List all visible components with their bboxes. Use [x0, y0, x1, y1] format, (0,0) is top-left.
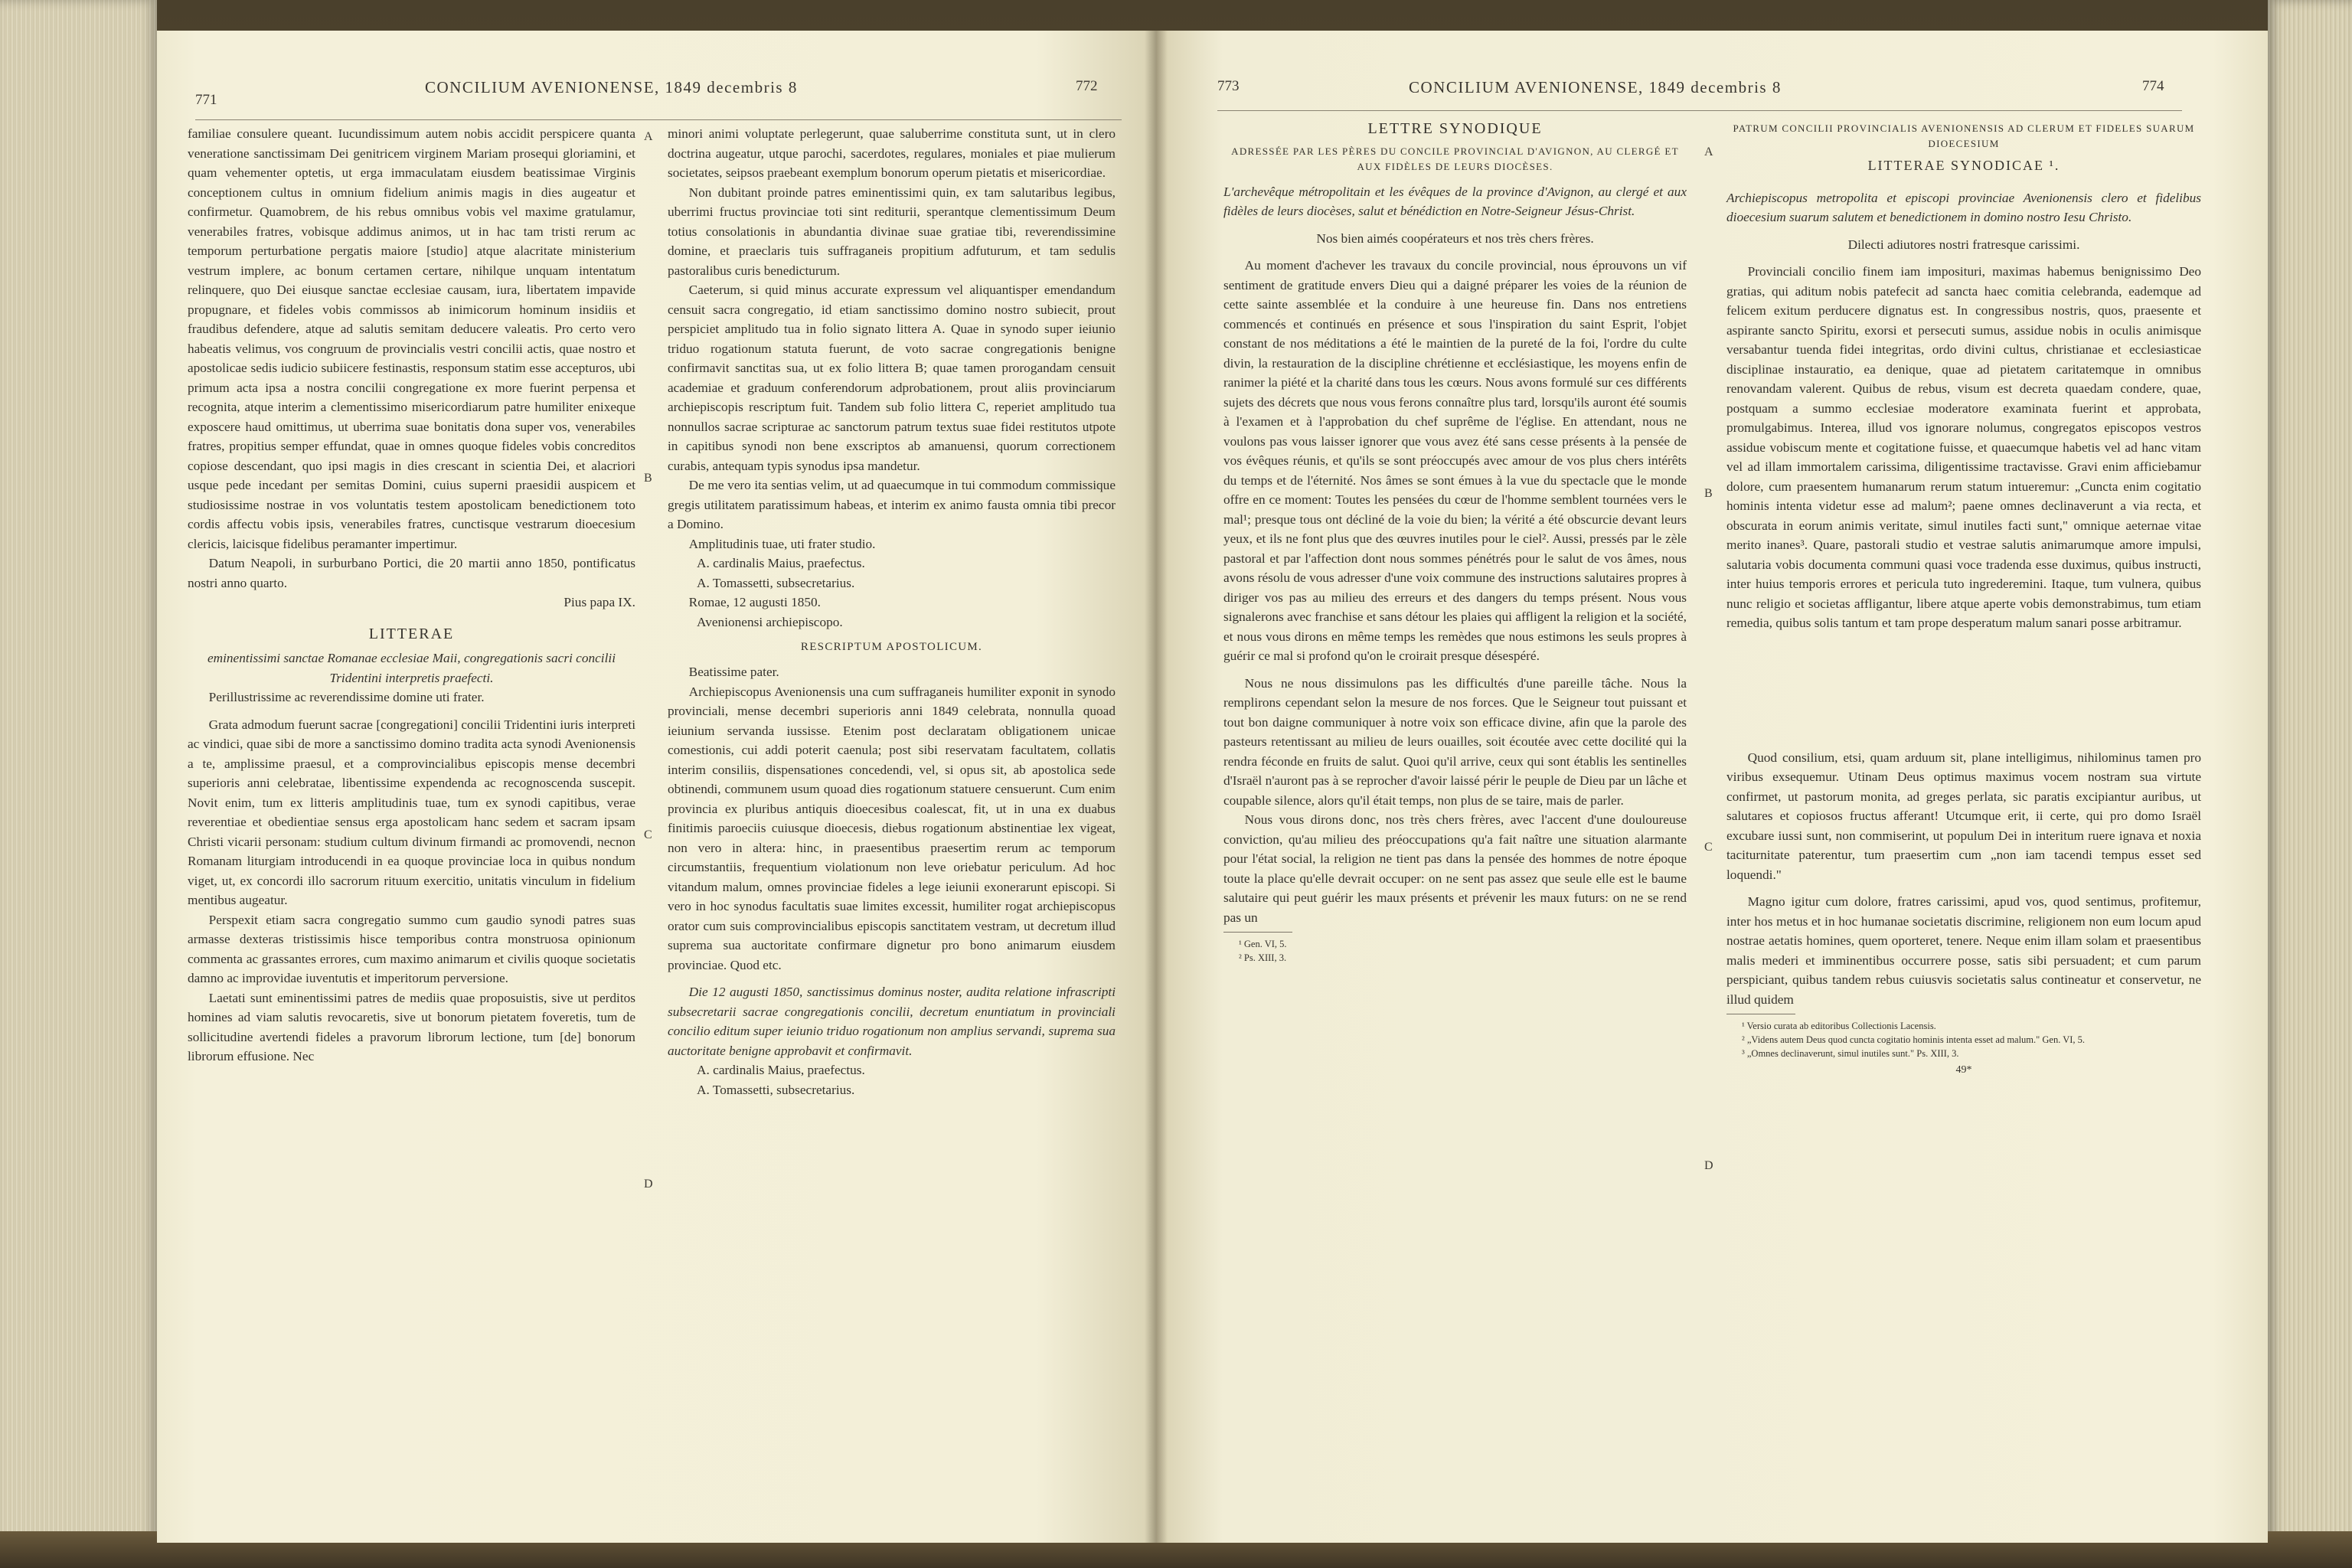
french-column [1223, 115, 1687, 965]
paragraph: De me vero ita sentias velim, ut ad quaecumque in tui commodum commissique gregis utilitatem paratissimum habeas, et interim ex animo fausta omnia tibi precor a Domino. [668, 478, 1116, 531]
paragraph: Caeterum, si quid minus accurate expressum vel aliquantisper emendandum censuit sacra congregatio, id etiam sanctissimo domino nostro subiecit, prout perspiciet amplitudo tua in folio signato littera A. Quae in synodo super ieiunio triduo rogationum statuta fuerunt, de voto sacrae congregationis benigne confirmavit sanctitas sua, ut ex folio littera B; quae tamen prorogandam censuit academiae et graduum conferendorum adprobationem, prout aliis provinciarum archiepiscopis rescriptum fuit. Tandem sub folio littera C, reperiet amplitudo tua nonnullos sacrae scripturae ac sanctorum patrum textus suae fidei restitutos utpote in capitibus synodi non bene exscriptos ab amanuensi, quorum correctionem curabis, antequam typis synodus ipsa mandetur. [668, 283, 1116, 473]
paragraph: Perspexit etiam sacra congregatio summo cum gaudio synodi patres suas armasse dexteras tristissimis hisce temporibus contra monstruosa opinionum commenta ac grassantes errores, cum maximo animarum et civilis quoque societatis damno ac improvidae iuventutis et imperitorum perversione. [188, 912, 635, 985]
margin-marker-d: D [644, 1178, 653, 1191]
left-page [157, 31, 1156, 1543]
lettre-synodique-caption: ADRESSÉE PAR LES PÈRES DU CONCILE PROVINCIAL D'AVIGNON, AU CLERGÉ ET AUX FIDÈLES DE LEURS DIOCÈSES. [1231, 145, 1679, 172]
intro-paragraph: Archiepiscopus metropolita et episcopi provinciae Avenionensis clero et fidelibus dioecesium suarum salutem et benedictionem in domino nostro Iesu Christo. [1726, 190, 2201, 224]
left-column-a [188, 124, 635, 1067]
page-stack-left [0, 0, 157, 1568]
salutation: Dilecti adiutores nostri fratresque carissimi. [1847, 237, 2080, 252]
page-number-774: 774 [2142, 78, 2164, 94]
page-stack-right [2268, 0, 2352, 1568]
paragraph: Magno igitur cum dolore, fratres carissimi, apud vos, quod sentimus, profitemur, inter hos metus et in hoc humanae societatis discrimine, religionem non eum locum apud nostrae aetatis homines, quem oporteret, tenere. Neque enim illam solam et praesentibus malis mederi et imminentibus occurrere posse, satis sibi persuadent; et cum parum perspiciant, quibus tandem rebus cuiusvis societatis salus contineatur et conservetur, ne illud quidem [1726, 894, 2201, 1007]
address-line: Avenionensi archiepiscopo. [697, 614, 843, 629]
section-subtitle: eminentissimi sanctae Romanae ecclesiae Maii, congregationis sacri concilii Tridentini interpretis praefecti. [207, 651, 616, 685]
decree-paragraph: Die 12 augusti 1850, sanctissimus dominus noster, audita relatione infrascripti subsecretarii sacrae congregationis concilii, decretum enuntiatum in provinciali concilio editum super ieiunio triduo rogationum non amplius servandi, suprema sua auctoritate benigne approbavit et confirmavit. [668, 985, 1116, 1058]
litterae-synodicae-title: LITTERAE SYNODICAE ¹. [1867, 158, 2060, 173]
paragraph: Archiepiscopus Avenionensis una cum suffraganeis humiliter exponit in synodo provinciali, mense decembri superioris anni 1849 celebrata, nonnulla quoad ieiunium servanda iussisse. Etenim post declaratam obligationem unicae comestionis, cui addi poterit caenula; post sibi reservatam facultatem, collatis interim consiliis, dispensationes concedendi, vel, si opus sit, ab apostolica sede obtinendi, communem usum quoad dies rogationum statuere censuerunt. Cum enim provincia ex pluribus antiquis dioecesibus coalescat, fit, ut in una ex duabus finitimis paroeciis cuiusque dioecesis, diebus rogationum abstinentiae lex vigeat, non vero in altera: hinc, in praesentibus praesertim rerum ac temporum circumstantiis, frequentium violationum non leve oriebatur periculum. Ad hoc vitandum malum, omnes provinciae fideles a lege ieiunii exonerarunt episcopi. Si vero in hoc synodus facultatis suae limites excessit, humiliter rogat archiepiscopus orator cum suis comprovincialibus episcopis sanctitatem vestram, ut decretum illud suprema sua auctoritate confirmare dignetur pro bono animarum eiusdem provinciae. Quod etc. [668, 684, 1116, 972]
running-head-title: CONCILIUM AVENIONENSE, 1849 decembris 8 [1409, 78, 1782, 96]
footnote: ² Ps. XIII, 3. [1239, 952, 1287, 963]
footnote: ³ „Omnes declinaverunt, simul inutiles sunt." Ps. XIII, 3. [1742, 1048, 1959, 1059]
latin-column [1726, 121, 2201, 1080]
paragraph: familiae consulere queant. Iucundissimum autem nobis accidit perspicere quanta veneratione sanctissimam Dei genitricem virginem Mariam prosequi gloriamini, et quam vehementer optetis, ut erga immaculatam eiusdem beatissimae Virginis conceptionem cultus in omnium fidelium animis magis in dies augeatur et confirmetur. Quamobrem, de his rebus omnibus vobis vel maxime gratulamur, venerabiles fratres, vobisque addimus animos, ut in hac tam tristi rerum ac temporum perturbatione pergatis maiore [studio] atque alacritate ministerium vestrum implere, ac bonum certamen certare, nihilque unquam intentatum relinquere, quo Dei eiusque sanctae ecclesiae causam, iura, libertatem impavide propugnare, et fideles vobis commissos ab inimicorum hominum insidiis et fraudibus defendere, atque ad salutis semitam deducere valeatis. Pro certo vero habeatis velimus, vos congruum de provincialis vestri concilii actis, quae nostro et apostolicae sedis iudicio subiicere festinastis, responsum statim esse accepturos, ubi primum acta ipsa a nostra concilii congregatione ex more fuerint perpensa et recognita, atque interim a clementissimo misericordiarum patre humiliter enixeque exposcere haud omittimus, ut uberrima suae bonitatis dona super vos, venerabiles fratres, propitius semper effundat, quae in omnes quoque fideles vobis concreditos copiose descendant, quo ipsi magis in dies crescant in scientia Dei, et alacriori usque pede incedant per semitas Domini, cuius superni praesidii auspicem et studiosissime nostrae in vos voluntatis testem apostolicam benedictionem toto cordis affectu vobis ipsis, venerabiles fratres, cunctisque vestrarum dioecesium clericis, laicisque fidelibus peramanter impertimur. [188, 126, 635, 551]
section-title-rescriptum: RESCRIPTUM APOSTOLICUM. [800, 641, 983, 653]
margin-marker-b: B [1704, 487, 1713, 500]
footnote: ¹ Versio curata ab editoribus Collectionis Lacensis. [1742, 1021, 1936, 1031]
signature: A. Tomassetti, subsecretarius. [697, 1082, 855, 1097]
litterae-caption: PATRUM CONCILII PROVINCIALIS AVENIONENSIS AD CLERUM ET FIDELES SUARUM DIOECESIUM [1733, 122, 2195, 149]
footnote-rule [1223, 932, 1292, 933]
running-head-left [425, 78, 798, 97]
signature: A. Tomassetti, subsecretarius. [697, 575, 855, 590]
page-number-772: 772 [1076, 78, 1098, 94]
date-line: Romae, 12 augusti 1850. [688, 595, 821, 609]
closing-line: Amplitudinis tuae, uti frater studio. [688, 536, 876, 551]
paragraph: Au moment d'achever les travaux du concile provincial, nous éprouvons un vif sentiment de gratitude envers Dieu qui a daigné préparer les voies de la réunion de cette sainte assemblée et la conduire à une heureuse fin. Dans nos entretiens commencés et continués en présence et sous l'inspiration du saint Esprit, l'objet constant de nos méditations a été le maintien de la pureté de la foi, l'ordre du culte divin, la restauration de la discipline chrétienne et ecclésiastique, les moyens enfin de ranimer la piété et la charité dans tous les cœurs. Nous avons formulé sur ces différents sujets des décrets que nous vous ferons connaître plus tard, lorsqu'ils auront été soumis à l'examen et à l'approbation du chef suprême de l'église. En attendant, nous ne voulons pas vous laisser ignorer que vous avez été sans cesse présents à la pensée de vos évêques réunis, et qu'ils se sont préoccupés avec amour de vos plus chers intérêts du temps et de l'éternité. Nos âmes se sont émues à la vue du spectacle que le monde offre en ce moment: Toutes les pensées du cœur de l'homme semblent tournées vers le mal¹; presque tous ont décliné de la voie du bien; la vérité a été obscurcie devant leurs yeux, et ils ne font plus que des œuvres inutiles pour le ciel². Aussi, pressés par le zèle pastoral et par l'affection dont nous sommes pénétrés pour le salut de vos âmes, nous avons résolu de vous adresser d'une voix commune des instructions salutaires propres à diriger vos pas au milieu des erreurs et des dangers du temps présent. Nous vous signalerons avec franchise et sans détour les plaies qui affligent la religion et la société, et nous vous dirons en même temps les remèdes que nous estimons les seuls propres à guérir ce mal si profond qu'on le croirait presque désespéré. [1223, 258, 1687, 663]
intro-paragraph: L'archevêque métropolitain et les évêques de la province d'Avignon, au clergé et aux fidèles de leurs diocèses, salut et bénédiction en Notre-Seigneur Jésus-Christ. [1223, 184, 1687, 218]
paragraph: Datum Neapoli, in surburbano Portici, die 20 martii anno 1850, pontificatus nostri anno quarto. [188, 556, 635, 590]
signature-pius: Pius papa IX. [564, 595, 635, 609]
page-number-771: 771 [195, 92, 217, 108]
margin-marker-a: A [644, 130, 653, 143]
lettre-synodique-title: LETTRE SYNODIQUE [1367, 120, 1543, 137]
section-title-litterae: LITTERAE [368, 625, 455, 642]
salutation: Beatissime pater. [688, 665, 779, 679]
margin-marker-c: C [644, 828, 652, 841]
header-rule [1217, 110, 2182, 111]
footnote: ² „Videns autem Deus quod cuncta cogitatio hominis intenta esset ad malum." Gen. VI, 5. [1742, 1034, 2086, 1045]
paragraph: Non dubitant proinde patres eminentissimi quin, ex tam salutaribus legibus, uberrimi fructus provinciae toti sint rediturii, sperantque clementissimum Deum totius consolationis in abundantia divinae suae gratiae tibi, reverendissimine domine, et praeclaris tuis suffraganeis propitium adfuturum, et tam sedulis pastoralibus curis benedicturum. [668, 185, 1116, 278]
signature-mark: 49* [1955, 1064, 1972, 1076]
salutation: Nos bien aimés coopérateurs et nos très chers frères. [1316, 230, 1594, 246]
header-rule [195, 119, 1122, 120]
margin-marker-b: B [644, 472, 652, 485]
salutation: Perillustrissime ac reverendissime domine uti frater. [208, 690, 485, 704]
paragraph: minori animi voluptate perlegerunt, quae saluberrime constituta sunt, ut in clero doctrina augeatur, utque parochi, sacerdotes, regulares, moniales et piae mulierum societates, seipsos praebeant exemplum bonorum operum pietatis et misericordiae. [668, 126, 1116, 180]
paragraph: Laetati sunt eminentissimi patres de mediis quae proposuistis, sive ut perditos homines ad viam salutis revocaretis, sive ut bonorum pietatem foveretis, tum de sollicitudine avertendi fideles a pravorum librorum lectione, tum [de] bonorum librorum effusione. Nec [188, 990, 635, 1063]
page-number-773: 773 [1217, 78, 1240, 94]
running-head-title: CONCILIUM AVENIONENSE, 1849 decembris 8 [425, 78, 798, 96]
margin-marker-d: D [1704, 1159, 1713, 1172]
right-page [1156, 31, 2268, 1543]
paragraph: Nous ne nous dissimulons pas les difficultés d'une pareille tâche. Nous la remplirons cependant selon la mesure de nos forces. Que le Seigneur tout puissant et tout bon daigne communiquer à notre voix son efficace divine, afin que la parole des pasteurs retentissant au milieu de leurs ouailles, soit écoutée avec cette docilité qui la rendra féconde en fruits de salut. Quoi qu'il arrive, ceux qui sont établis les sentinelles d'Israël n'auront pas à se reprocher d'avoir laissé périr le peuple de Dieu par un lâche et coupable silence, alors qu'il était temps, non plus de se taire, mais de parler. [1223, 675, 1687, 808]
paragraph: Provinciali concilio finem iam imposituri, maximas habemus benignissimo Deo gratias, qui aditum nobis patefecit ad sancta haec comitia celebranda, eademque ad felicem exitum perducere dignatus est. In congressibus nostris, quos, praesente et aspirante sancto Spiritu, exorsi et persecuti sumus, assidue nobis in oculis animisque versabantur tuenda fidei integritas, ordo divini cultus, christianae et ecclesiasticae disciplinae instauratio, ea denique, quae ad pietatem caritatemque in omnibus renovandam valerent. Quibus de rebus, visum est decreta quaedam condere, quae, postquam a summo ecclesiae moderatore examinata fuerint et approbata, promulgabimus. Interea, illud vos ignorare nolumus, congregatos episcopos vestros assidue vobiscum mente et cogitatione fuisse, et quaecumque habetis vel ad hanc vitam vel ad illam immortalem carissima, diligentissime tractavisse. Gravi enim afficiebamur dolore, cum praesentem humanarum rerum statum intueremur: „Cuncta enim cogitatio hominis intenta videtur esse ad malum²; paene omnes declinaverunt a via recta, et obscurata in eorum animis veritate, simul inutiles facti sunt," omnique aeternae vitae merito inanes³. Quare, pastorali studio et vestrae salutis animarumque amore impulsi, salutaria vobis documenta communi quasi voce tradenda esse duximus, quibus instructi, inter huius temporis errores et pericula tuto ingrederemini. Itaque, tum vulnera, quibus nunc religio et societas affligantur, libere atque aperte vobis demonstrabimus, tum etiam remedia, quibus solis tantum et tam prope desperatum malum sanari posse arbitramur. [1726, 264, 2201, 630]
footnote: ¹ Gen. VI, 5. [1239, 939, 1287, 949]
running-head-right [1409, 78, 1782, 97]
book-gutter [1145, 31, 1168, 1543]
signature: A. cardinalis Maius, praefectus. [697, 1063, 865, 1077]
margin-marker-c: C [1704, 841, 1713, 854]
paragraph: Nous vous dirons donc, nos très chers frères, avec l'accent d'une douloureuse conviction, qu'au milieu des préoccupations qu'a fait naître une situation alarmante pour l'état social, la religion ne tient pas dans la pensée des hommes de notre époque toute la place qu'elle devrait occuper: on ne sent pas assez que seule elle est le baume salutaire qui peut guérir les maux présents et prévenir les maux futurs: on ne se rend pas un [1223, 812, 1687, 925]
paragraph: Quod consilium, etsi, quam arduum sit, plane intelligimus, nihilominus tamen pro viribus exsequemur. Utinam Deus optimus maximus vocem nostram sua virtute confirmet, ut pastorum monita, ad greges perlata, sic paratis excipiantur auribus, ut salutares et copiosos fructus afferant! Utcumque erit, ii certe, qui pro domo Israël excubare iussi sunt, non commiserint, ut populum Dei in interitum ruere ignava et noxia taciturnitate paterentur, tum praesertim cum „non iam tacendi tempus esset sed loquendi." [1726, 750, 2201, 882]
left-column-b [668, 124, 1116, 1099]
paragraph: Grata admodum fuerunt sacrae [congregationi] concilii Tridentini iuris interpreti ac vindici, quae sibi de more a sanctissimo domino tradita acta synodi Avenionensis a te, amplissime praesul, et a comprovincialibus episcopis mense decembri superioris anni celebratae, libentissime expendenda ac recognoscenda suscepit. Novit enim, tum ex litteris amplitudinis tuae, tum ex synodi capitibus, verae reverentiae et obedientiae sensus erga apostolicam hanc sedem et sacram ipsam Christi vicarii personam: studium cultum divinum firmandi ac promovendi, necnon Romanam liturgiam introducendi in ea quoque provinciae loca in quibus nondum viget, ut, ex concordi illo sacrorum rituum exercitio, unitatis vinculum in fidelium mentibus augeatur. [188, 717, 635, 907]
signature: A. cardinalis Maius, praefectus. [697, 556, 865, 570]
margin-marker-a: A [1704, 145, 1713, 158]
